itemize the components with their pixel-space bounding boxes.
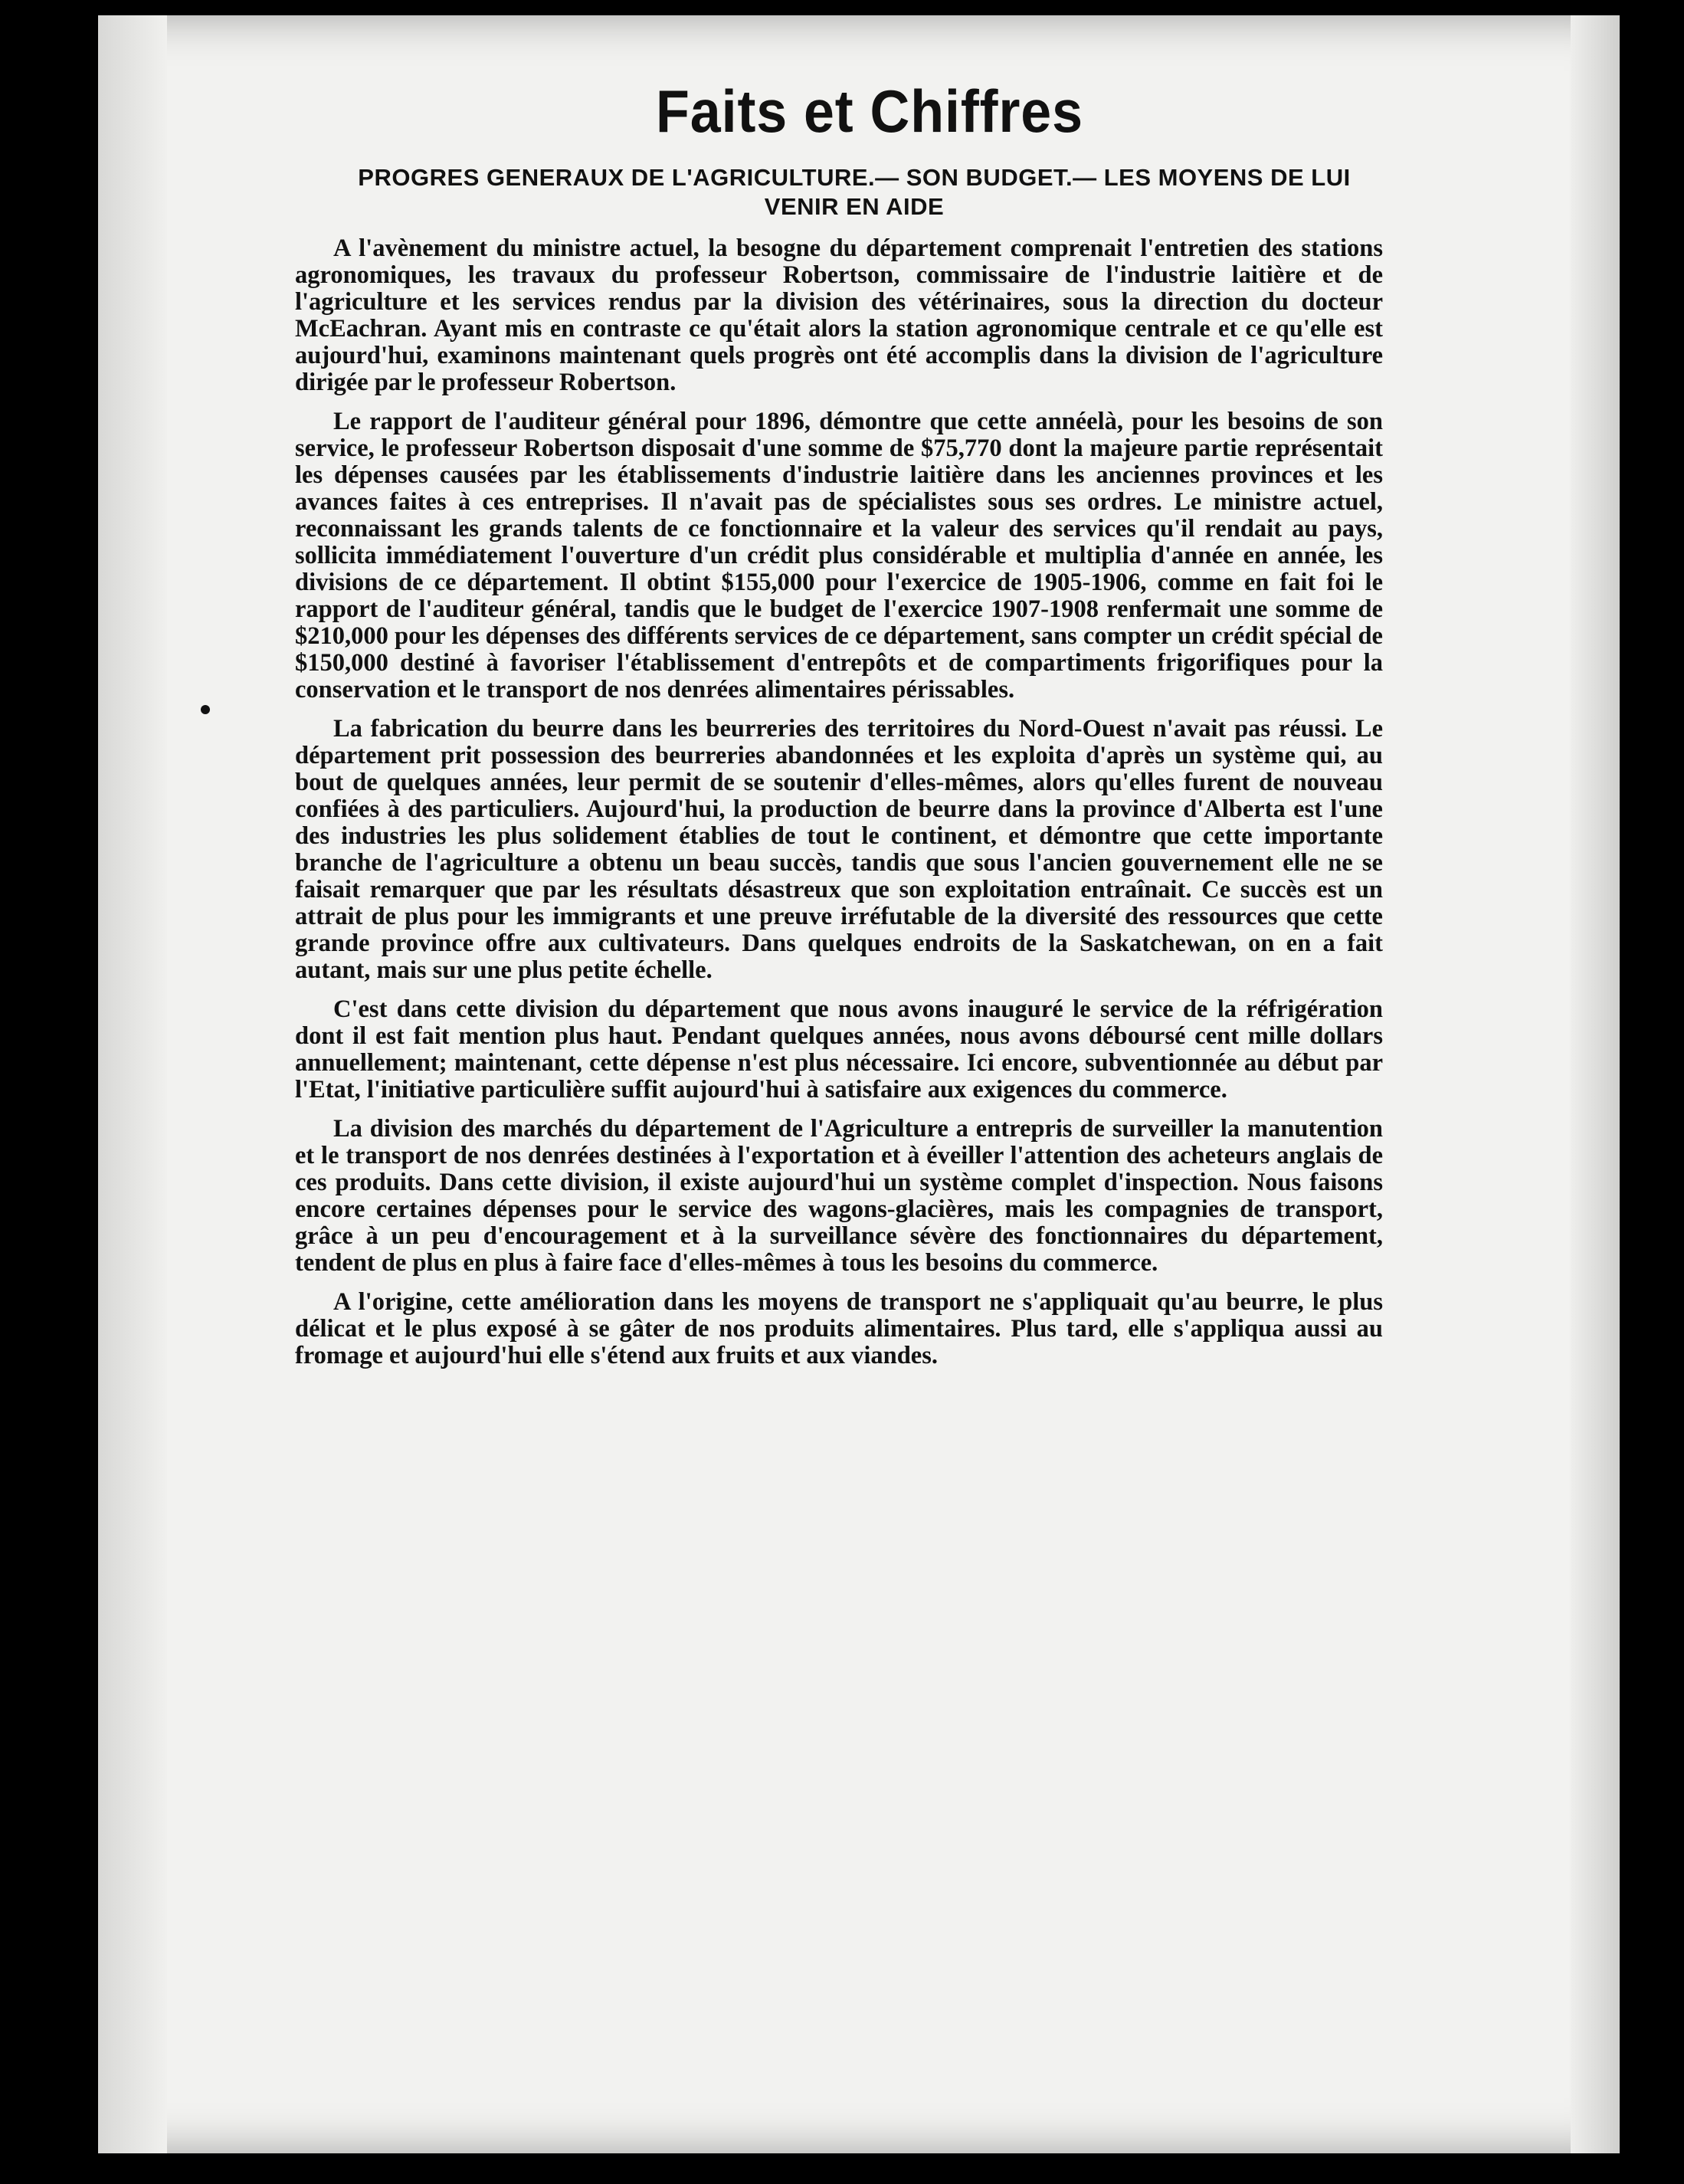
paragraph-3: La fabrication du beurre dans les beurreries des territoires du Nord-Ouest n'avait pas réussi. Le département prit possession des beurreries abandonnées et les exploita d'après un système qui, au bout de quelques années, leur permit de se soutenir d'elles-mêmes, alors qu'elles furent de nouveau confiées à des particuliers. Aujourd'hui, la production de beurre dans la province d'Alberta est l'une des industries les plus solidement établies de tout le continent, et démontre que cette importante branche de l'agriculture a obtenu un beau succès, tandis que sous l'ancien gouvernement elle ne se faisait remarquer que par les résultats désastreux que son exploitation entraînait. Ce succès est un attrait de plus pour les immigrants et une preuve irréfutable de la diversité des ressources que cette grande province offre aux cultivateurs. Dans quelques endroits de la Saskatchewan, on en a fait autant, mais sur une plus petite échelle.	[295, 715, 1383, 984]
page-right-edge	[1571, 15, 1620, 2153]
paragraph-2: Le rapport de l'auditeur général pour 1896, démontre que cette annéelà, pour les besoins de son service, le professeur Robertson disposait d'une somme de $75,770 dont la majeure partie représentait les dépenses causées par les établissements d'industrie laitière dans les anciennes provinces et les avances faites à ces entreprises. Il n'avait pas de spécialistes sous ses ordres. Le ministre actuel, reconnaissant les grands talents de ce fonctionnaire et la valeur des services qu'il rendait au pays, sollicita immédiatement l'ouverture d'un crédit plus considérable et multiplia d'année en année, les divisions de ce département. Il obtint $155,000 pour l'exercice de 1905-1906, comme en fait foi le rapport de l'auditeur général, tandis que le budget de l'exercice 1907-1908 renfermait une somme de $210,000 pour les dépenses des différents services de ce département, sans compter un crédit spécial de $150,000 destiné à favoriser l'établissement d'entrepôts et de compartiments frigorifiques pour la conservation et le transport de nos denrées alimentaires périssables.	[295, 408, 1383, 703]
paragraph-5: La division des marchés du département de l'Agriculture a entrepris de surveiller la manutention et le transport de nos denrées destinées à l'exportation et à éveiller l'attention des acheteurs anglais de ces produits. Dans cette division, il existe aujourd'hui un système complet d'inspection. Nous faisons encore certaines dépenses pour le service des wagons-glacières, mais les compagnies de transport, grâce à un peu d'encouragement et à la surveillance sévère des fonctionnaires du département, tendent de plus en plus à faire face d'elles-mêmes à tous les besoins du commerce.	[295, 1115, 1383, 1277]
document-subtitle: PROGRES GENERAUX DE L'AGRICULTURE.— SON BUDGET.— LES MOYENS DE LUI VENIR EN AIDE	[358, 164, 1351, 220]
document-title: Faits et Chiffres	[656, 77, 1083, 145]
paragraph-6: A l'origine, cette amélioration dans les moyens de transport ne s'appliquait qu'au beurre, le plus délicat et le plus exposé à se gâter de nos produits alimentaires. Plus tard, elle s'appliqua aussi au fromage et aujourd'hui elle s'étend aux fruits et aux viandes.	[295, 1288, 1383, 1369]
paragraph-1: A l'avènement du ministre actuel, la besogne du département comprenait l'entretien des stations agronomiques, les travaux du professeur Robertson, commissaire de l'industrie laitière et de l'agriculture et les services rendus par la division des vétérinaires, sous la direction du docteur McEachran. Ayant mis en contraste ce qu'était alors la station agronomique centrale et ce qu'elle est aujourd'hui, examinons maintenant quels progrès ont été accomplis dans la division de l'agriculture dirigée par le professeur Robertson.	[295, 234, 1383, 396]
paragraph-4: C'est dans cette division du département que nous avons inauguré le service de la réfrigération dont il est fait mention plus haut. Pendant quelques années, nous avons déboursé cent mille dollars annuellement; maintenant, cette dépense n'est plus nécessaire. Ici encore, subventionnée au début par l'Etat, l'initiative particulière suffit aujourd'hui à satisfaire aux exigences du commerce.	[295, 995, 1383, 1103]
page-left-edge	[98, 15, 167, 2153]
document-body	[295, 77, 1383, 1382]
ink-speck	[201, 705, 210, 714]
